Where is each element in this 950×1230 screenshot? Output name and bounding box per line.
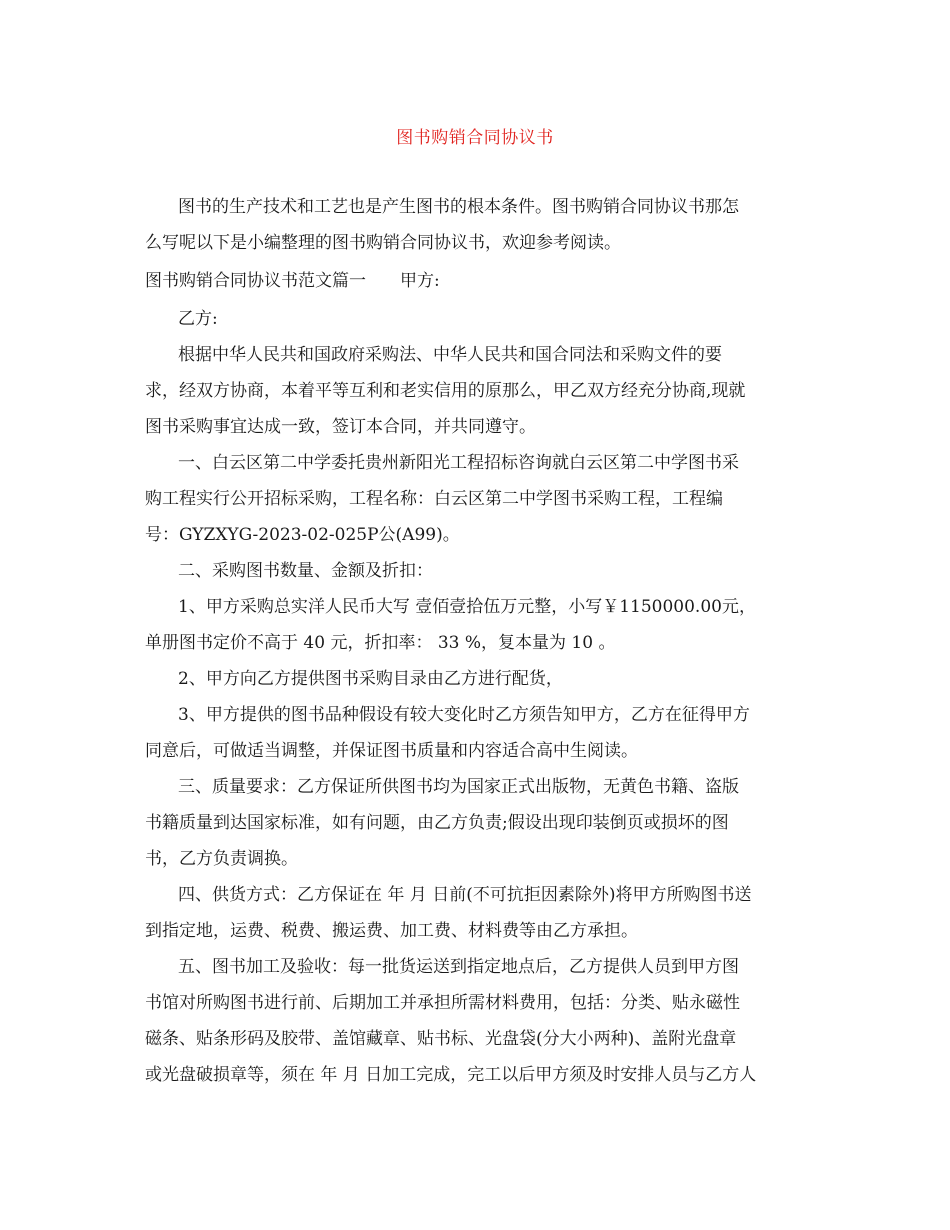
body-line: 四、供货方式：乙方保证在 年 月 日前(不可抗拒因素除外)将甲方所购图书送 [178, 885, 752, 905]
body-line: 书，乙方负责调换。 [145, 849, 298, 869]
body-line: 磁条、贴条形码及胶带、盖馆藏章、贴书标、光盘袋(分大小两种)、盖附光盘章 [145, 1029, 737, 1049]
body-line: 图书的生产技术和工艺也是产生图书的根本条件。图书购销合同协议书那怎 [178, 197, 739, 217]
body-line: 号：GYZXYG-2023-02-025P公(A99)。 [145, 525, 460, 545]
body-line: 同意后，可做适当调整，并保证图书质量和内容适合高中生阅读。 [145, 741, 638, 761]
body-line: 图书采购事宜达成一致，签订本合同，并共同遵守。 [145, 417, 536, 437]
section-heading: 图书购销合同协议书范文篇一 甲方: [145, 271, 440, 291]
body-line: 一、白云区第二中学委托贵州新阳光工程招标咨询就白云区第二中学图书采 [178, 453, 739, 473]
body-line: 二、采购图书数量、金额及折扣： [178, 561, 433, 581]
body-line: 么写呢以下是小编整理的图书购销合同协议书，欢迎参考阅读。 [145, 233, 621, 253]
body-line: 乙方: [178, 309, 218, 329]
body-line: 购工程实行公开招标采购，工程名称：白云区第二中学图书采购工程，工程编 [145, 489, 723, 509]
body-line: 到指定地，运费、税费、搬运费、加工费、材料费等由乙方承担。 [145, 921, 638, 941]
body-line: 1、甲方采购总实洋人民币大写 壹佰壹拾伍万元整，小写￥1150000.00元， [178, 597, 756, 617]
body-line: 单册图书定价不高于 40 元，折扣率： 33 %，复本量为 10 。 [145, 633, 616, 653]
body-line: 求，经双方协商，本着平等互利和老实信用的原那么，甲乙双方经充分协商,现就 [145, 381, 746, 401]
body-line: 根据中华人民共和国政府采购法、中华人民共和国合同法和采购文件的要 [178, 345, 722, 365]
document-title: 图书购销合同协议书 [396, 128, 554, 148]
body-line: 3、甲方提供的图书品种假设有较大变化时乙方须告知甲方，乙方在征得甲方 [178, 705, 750, 725]
body-line: 书籍质量到达国家标准，如有问题，由乙方负责;假设出现印装倒页或损坏的图 [145, 813, 729, 833]
body-line: 或光盘破损章等，须在 年 月 日加工完成，完工以后甲方须及时安排人员与乙方人 [145, 1065, 757, 1085]
body-line: 书馆对所购图书进行前、后期加工并承担所需材料费用，包括：分类、贴永磁性 [145, 993, 740, 1013]
body-line: 2、甲方向乙方提供图书采购目录由乙方进行配货， [178, 669, 563, 689]
body-line: 三、质量要求：乙方保证所供图书均为国家正式出版物，无黄色书籍、盗版 [178, 777, 739, 797]
body-line: 五、图书加工及验收：每一批货运送到指定地点后，乙方提供人员到甲方图 [178, 957, 739, 977]
